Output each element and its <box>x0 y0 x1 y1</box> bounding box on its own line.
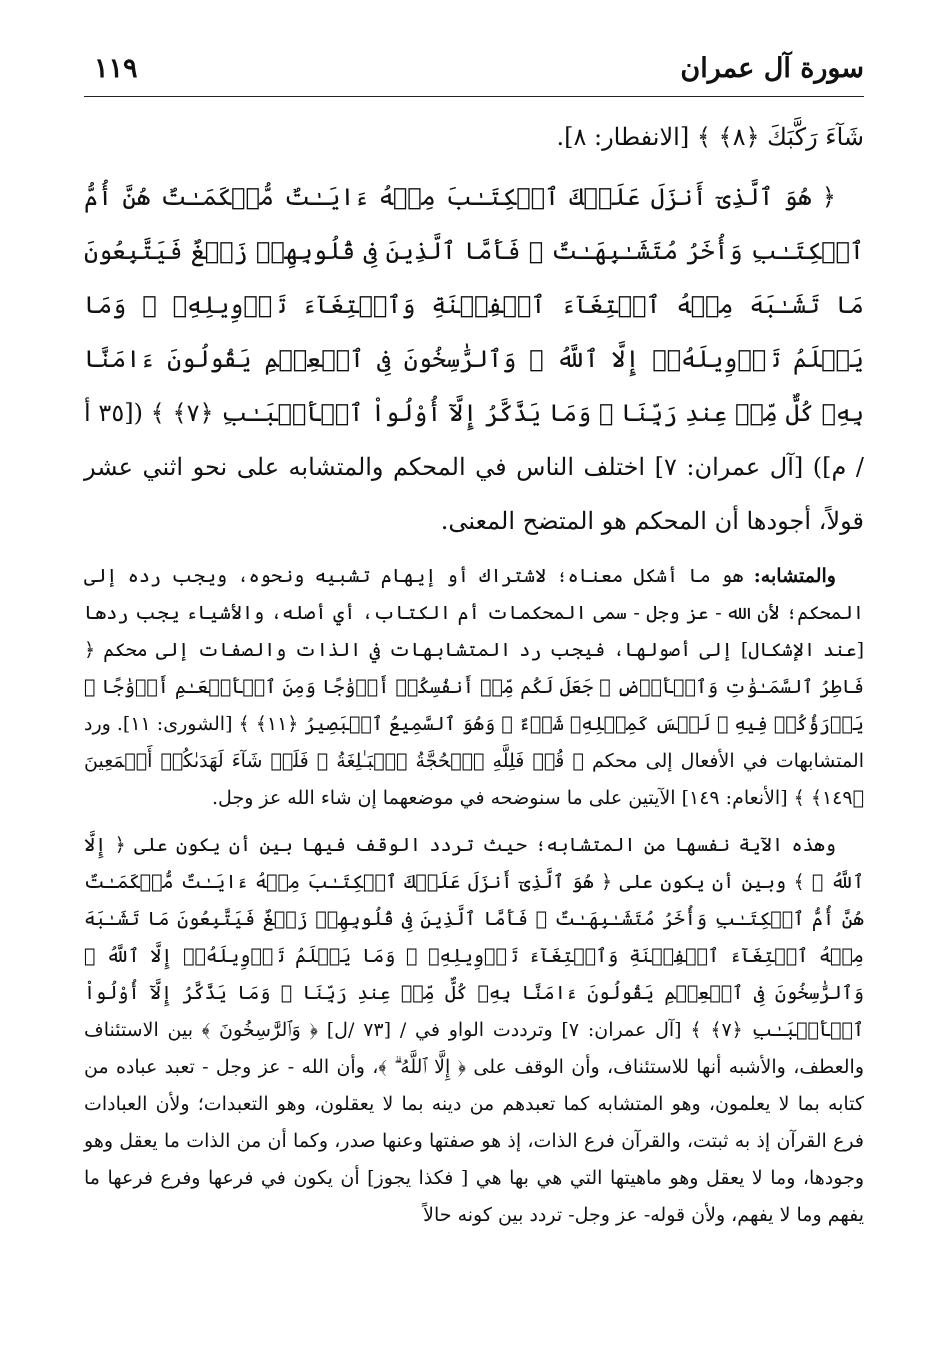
defined-term: والمتشابه: <box>753 565 836 587</box>
page-number: ١١٩ <box>94 53 138 84</box>
paragraph-waqf <box>84 827 864 1234</box>
surah-title: سورة آل عمران <box>680 53 864 84</box>
book-page <box>84 44 864 1344</box>
paragraph-text: وهذه الآية نفسها من المتشابه؛ حيث تردد الوقف فيها بين أن يكون على ﴿ إِلَّا ٱللَّهُ ۗ ﴾ وبين أن يكون على ﴿ هُوَ ٱلَّذِىٓ أَنزَلَ عَلَيۡكَ ٱلۡكِتَـٰبَ مِنۡهُ ءَايَـٰتٌ مُّحۡكَمَـٰتٌ هُنَّ أُمُّ ٱلۡكِتَـٰبِ وَأُخَرُ مُتَشَـٰبِهَـٰتٌ ۖ فَأَمَّا ٱلَّذِينَ فِى قُلُوبِهِمۡ زَيۡغٌ فَيَتَّبِعُونَ مَا تَشَـٰبَهَ مِنۡهُ ٱبۡتِغَآءَ ٱلۡفِتۡنَةِ وَٱبۡتِغَآءَ تَأۡوِيلِهِۦ ۗ وَمَا يَعۡلَمُ تَأۡوِيلَهُۥٓ إِلَّا ٱللَّهُ ۗ وَٱلرَّٰسِخُونَ فِى ٱلۡعِلۡمِ يَقُولُونَ ءَامَنَّا بِهِۦ كُلٌّ مِّنۡ عِندِ رَبِّنَا ۗ وَمَا يَذَّكَّرُ إِلَّآ أُوْلُواْ ٱلۡأَلۡبَـٰبِ ﴿٧﴾ ﴾ [آل عمران: ٧] وترددت الواو في / [٧٣ /ل] ﴿ وَٱلرَّٰسِخُونَ ﴾ بين الاستئناف والعطف، والأشبه أنها للاستئناف، وأن الوقف على ﴿ إِلَّا ٱللَّهُ ۗ ﴾، وأن الله - عز وجل - تعبد عباده من كتابه بما لا يعلمون، وهو المتشابه كما تعبدهم من دينه بما لا يعقلون، وهو التعبدات؛ ولأن العبادات فرع القرآن إذ به ثبتت، والقرآن فرع الذات، إذ هو صفتها وعنها صدر، وكما أن من الذات ما يعقل وهو وجودها، وما لا يعقل وهو ماهيتها التي هي بها هي [ فكذا يجوز] أن يكون في فرعها وفرع فرعها ما يفهم وما لا يفهم، ولأن قوله- عز وجل- تردد بين كونه حالاً <box>84 834 865 1226</box>
page-header <box>84 44 864 90</box>
page-body <box>84 110 864 1234</box>
paragraph-text: ﴿ هُوَ ٱلَّذِىٓ أَنزَلَ عَلَيۡكَ ٱلۡكِتَـٰبَ مِنۡهُ ءَايَـٰتٌ مُّحۡكَمَـٰتٌ هُنَّ أُمُّ ٱلۡكِتَـٰبِ وَأُخَرُ مُتَشَـٰبِهَـٰتٌ ۖ فَأَمَّا ٱلَّذِينَ فِى قُلُوبِهِمۡ زَيۡغٌ فَيَتَّبِعُونَ مَا تَشَـٰبَهَ مِنۡهُ ٱبۡتِغَآءَ ٱلۡفِتۡنَةِ وَٱبۡتِغَآءَ تَأۡوِيلِهِۦ ۗ وَمَا يَعۡلَمُ تَأۡوِيلَهُۥٓ إِلَّا ٱللَّهُ ۗ وَٱلرَّٰسِخُونَ فِى ٱلۡعِلۡمِ يَقُولُونَ ءَامَنَّا بِهِۦ كُلٌّ مِّنۡ عِندِ رَبِّنَا ۗ وَمَا يَذَّكَّرُ إِلَّآ أُوْلُواْ ٱلۡأَلۡبَـٰبِ ﴿٧﴾ ﴾ ([٣٥ أ / م]) [آل عمران: ٧] اختلف الناس في المحكم والمتشابه على نحو اثني عشر قولاً، أجودها أن المحكم هو المتضح المعنى. <box>84 183 865 535</box>
spacer <box>84 817 864 827</box>
paragraph-mutashabih <box>84 558 864 817</box>
header-divider <box>84 96 864 97</box>
spacer <box>84 548 864 558</box>
paragraph-verse-quote <box>84 170 864 548</box>
paragraph-text: هو ما أشكل معناه؛ لاشتراك أو إيهام تشبيه ونحوه، ويجب رده إلى المحكم؛ لأن الله - عز وجل - سمى المحكمات أم الكتاب، أي أصله، والأشياء يجب ردها [عند الإشكال] إلى أصولها، فيجب رد المتشابهات في الذات والصفات إلى محكم ﴿ فَاطِرُ ٱلسَّمَـٰوَٰتِ وَٱلۡأَرۡضِ ۚ جَعَلَ لَكُم مِّنۡ أَنفُسِكُمۡ أَزۡوَٰجًا وَمِنَ ٱلۡأَنۡعَـٰمِ أَزۡوَٰجًا ۖ يَذۡرَؤُكُمۡ فِيهِ ۚ لَيۡسَ كَمِثۡلِهِۦ شَىۡءٌ ۖ وَهُوَ ٱلسَّمِيعُ ٱلۡبَصِيرُ ﴿١١﴾ ﴾ [الشورى: ١١]. ورد المتشابهات في الأفعال إلى محكم ﴿ قُلۡ فَلِلَّهِ ٱلۡحُجَّةُ ٱلۡبَـٰلِغَةُ ۖ فَلَوۡ شَآءَ لَهَدَىٰكُمۡ أَجۡمَعِينَ ﴿١٤٩﴾ ﴾ [الأنعام: ١٤٩] الآيتين على ما سنوضحه في موضعهما إن شاء الله عز وجل. <box>84 565 864 809</box>
paragraph-verse-end: شَآءَ رَكَّبَكَ ﴿٨﴾ ﴾ [الانفطار: ٨]. <box>556 123 864 151</box>
